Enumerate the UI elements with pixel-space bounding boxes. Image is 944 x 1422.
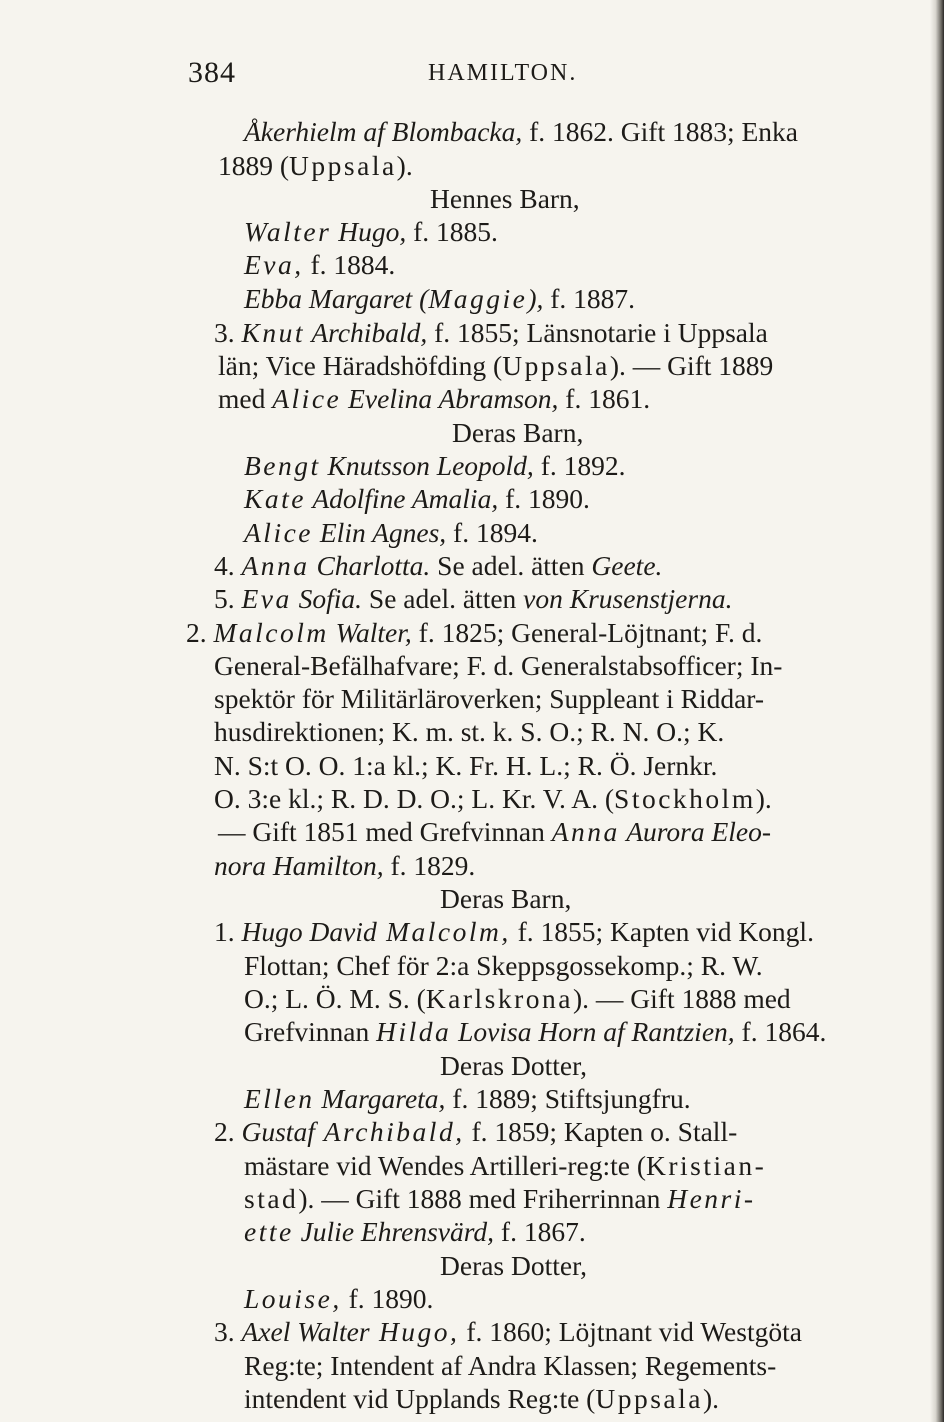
text-run: Knut: [241, 317, 305, 348]
text-run: ).: [755, 783, 772, 814]
text-run: 2.: [186, 617, 214, 648]
text-run: f. 1890.: [341, 1283, 434, 1314]
text-run: f. 1864.: [734, 1016, 827, 1047]
text-run: Reg:te; Intendent af Andra Klassen; Regements-: [244, 1350, 777, 1381]
text-run: f. 1859; Kapten o. Stall-: [464, 1116, 738, 1147]
text-run: Hugo David: [241, 916, 377, 947]
text-run: f. 1867.: [494, 1216, 586, 1247]
text-run: mästare vid Wendes Artilleri-reg:te (: [244, 1150, 646, 1181]
text-run: Flottan; Chef för 2:a Skeppsgossekomp.; R. W.: [244, 950, 763, 981]
text-run: f. 1892.: [533, 450, 626, 481]
text-line: [244, 1284, 433, 1314]
text-run: Archibald,: [314, 1116, 465, 1147]
text-run: f. 1861.: [558, 383, 651, 414]
text-line: [214, 684, 764, 714]
page-number: 384: [188, 56, 236, 89]
text-line: [214, 751, 717, 781]
text-run: f. 1889; Stiftsjungfru.: [445, 1083, 691, 1114]
text-run: f. 1825; General-Löjtnant; F. d.: [411, 617, 763, 648]
text-run: Aurora Eleo-: [619, 816, 772, 847]
text-line: [430, 184, 580, 214]
text-run: Kristian-: [646, 1150, 767, 1181]
text-line: [244, 1151, 766, 1181]
text-run: Eva: [241, 583, 292, 614]
text-run: ).: [702, 1383, 719, 1414]
text-line: [244, 451, 625, 481]
text-line: [244, 284, 635, 314]
text-run: 4.: [214, 550, 242, 581]
text-line: [244, 117, 798, 147]
text-run: Se adel. ätten: [362, 583, 524, 614]
text-run: Charlotta.: [309, 550, 431, 581]
text-run: f. 1884.: [303, 249, 396, 280]
text-line: [452, 418, 583, 448]
text-run: Walter,: [328, 617, 412, 648]
text-run: Karlskrona: [425, 983, 573, 1014]
text-run: Deras Barn,: [452, 417, 584, 448]
text-run: Hugo,: [369, 1316, 460, 1347]
text-run: Walter: [244, 216, 332, 247]
text-line: [214, 917, 814, 947]
text-line: [244, 1384, 719, 1414]
text-run: Grefvinnan: [244, 1016, 377, 1047]
text-run: Ebba Margaret (: [244, 283, 429, 314]
text-line: [214, 1317, 802, 1347]
text-run: län; Vice Häradshöfding (: [218, 350, 503, 381]
text-run: Henri-: [667, 1183, 756, 1214]
text-run: General-Befälhafvare; F. d. Generalstabsofficer; In-: [214, 650, 783, 681]
text-run: stad: [244, 1183, 299, 1214]
text-line: [214, 1117, 737, 1147]
text-run: Eva,: [244, 249, 304, 280]
text-run: 3.: [214, 317, 242, 348]
text-line: [214, 784, 772, 814]
text-run: Julie Ehrensvärd,: [293, 1216, 495, 1247]
text-run: f. 1890.: [498, 483, 590, 514]
text-run: Geete.: [591, 550, 663, 581]
text-run: Malcolm,: [376, 916, 511, 947]
text-run: 1889 (: [218, 150, 290, 181]
text-run: Knutsson Leopold,: [320, 450, 534, 481]
text-run: spektör för Militärläroverken; Suppleant i Riddar-: [214, 683, 765, 714]
text-run: Deras Dotter,: [440, 1050, 588, 1081]
text-run: f. 1887.: [543, 283, 636, 314]
text-run: ).: [396, 150, 413, 181]
text-run: Anna: [241, 550, 310, 581]
text-line: [244, 1084, 691, 1114]
text-run: Margareta,: [314, 1083, 446, 1114]
text-line: [244, 984, 791, 1014]
text-line: [244, 250, 395, 280]
text-line: [214, 717, 724, 747]
text-run: husdirektionen; K. m. st. k. S. O.; R. N. O.; K.: [214, 716, 725, 747]
text-run: — Gift 1851 med Grefvinnan: [218, 816, 552, 847]
text-line: [218, 384, 650, 414]
text-line: [244, 484, 590, 514]
text-run: Uppsala: [289, 150, 397, 181]
text-line: [440, 884, 571, 914]
page-header: [0, 56, 944, 92]
text-run: f. 1862. Gift 1883; Enka: [522, 116, 798, 147]
text-run: Lovisa Horn af Rantzien,: [451, 1016, 735, 1047]
text-line: [214, 851, 475, 881]
text-run: O.; L. Ö. M. S. (: [244, 983, 426, 1014]
text-run: Deras Dotter,: [440, 1250, 588, 1281]
text-run: Bengt: [244, 450, 321, 481]
text-run: 2.: [214, 1116, 242, 1147]
text-run: Uppsala: [502, 350, 610, 381]
text-line: [244, 1184, 756, 1214]
text-line: [214, 584, 732, 614]
text-run: nora Hamilton,: [214, 850, 384, 881]
text-run: Alice: [244, 517, 313, 548]
text-run: f. 1829.: [383, 850, 476, 881]
text-run: f. 1885.: [406, 216, 498, 247]
text-line: [244, 217, 498, 247]
text-line: [214, 551, 662, 581]
text-run: Deras Barn,: [440, 883, 572, 914]
text-run: Axel: [241, 1316, 291, 1347]
text-run: Adolfine Amalia,: [305, 483, 499, 514]
text-run: ). — Gift 1889: [609, 350, 774, 381]
text-run: Evelina Abramson,: [341, 383, 559, 414]
text-line: [218, 817, 771, 847]
text-line: [214, 651, 782, 681]
text-line: [440, 1251, 587, 1281]
text-line: [244, 518, 538, 548]
text-line: [244, 1017, 826, 1047]
text-run: ),: [527, 283, 544, 314]
text-run: Malcolm: [213, 617, 329, 648]
text-run: Uppsala: [595, 1383, 703, 1414]
text-run: f. 1860; Löjtnant vid Westgöta: [459, 1316, 802, 1347]
text-run: N. S:t O. O. 1:a kl.; K. Fr. H. L.; R. Ö. Jernkr.: [214, 750, 718, 781]
text-run: Maggie: [428, 283, 528, 314]
text-run: Hennes Barn,: [430, 183, 580, 214]
text-run: Gustaf: [241, 1116, 315, 1147]
text-run: Walter: [290, 1316, 370, 1347]
text-run: ). — Gift 1888 med Friherrinnan: [298, 1183, 668, 1214]
page-edge: [930, 0, 944, 1422]
text-run: Alice: [272, 383, 342, 414]
text-run: Ellen: [244, 1083, 315, 1114]
text-line: [218, 351, 773, 381]
text-line: [244, 951, 763, 981]
text-run: von Krusenstjerna.: [523, 583, 733, 614]
text-line: [214, 318, 768, 348]
text-run: 1.: [214, 916, 242, 947]
text-run: Stockholm: [614, 783, 756, 814]
text-run: f. 1894.: [446, 517, 538, 548]
text-run: f. 1855; Länsnotarie i Uppsala: [427, 317, 768, 348]
text-run: Elin Agnes,: [313, 517, 447, 548]
text-run: Anna: [551, 816, 620, 847]
text-run: 5.: [214, 583, 242, 614]
text-run: f. 1855; Kapten vid Kongl.: [510, 916, 814, 947]
text-run: Hugo,: [331, 216, 407, 247]
text-run: med: [218, 383, 273, 414]
text-run: ). — Gift 1888 med: [573, 983, 791, 1014]
text-run: Kate: [244, 483, 306, 514]
text-run: Louise,: [244, 1283, 342, 1314]
text-line: [244, 1217, 586, 1247]
text-run: Se adel. ätten: [430, 550, 592, 581]
text-run: intendent vid Upplands Reg:te (: [244, 1383, 596, 1414]
text-line: [244, 1351, 776, 1381]
text-line: [218, 151, 413, 181]
text-run: Sofia.: [291, 583, 363, 614]
text-run: ette: [244, 1216, 294, 1247]
text-line: [186, 618, 762, 648]
text-line: [440, 1051, 587, 1081]
text-run: O. 3:e kl.; R. D. D. O.; L. Kr. V. A. (: [214, 783, 615, 814]
text-run: Hilda: [376, 1016, 452, 1047]
running-title: HAMILTON.: [428, 60, 578, 86]
text-run: Archibald,: [304, 317, 428, 348]
text-run: Åkerhielm af Blombacka,: [244, 116, 523, 147]
text-run: 3.: [214, 1316, 242, 1347]
